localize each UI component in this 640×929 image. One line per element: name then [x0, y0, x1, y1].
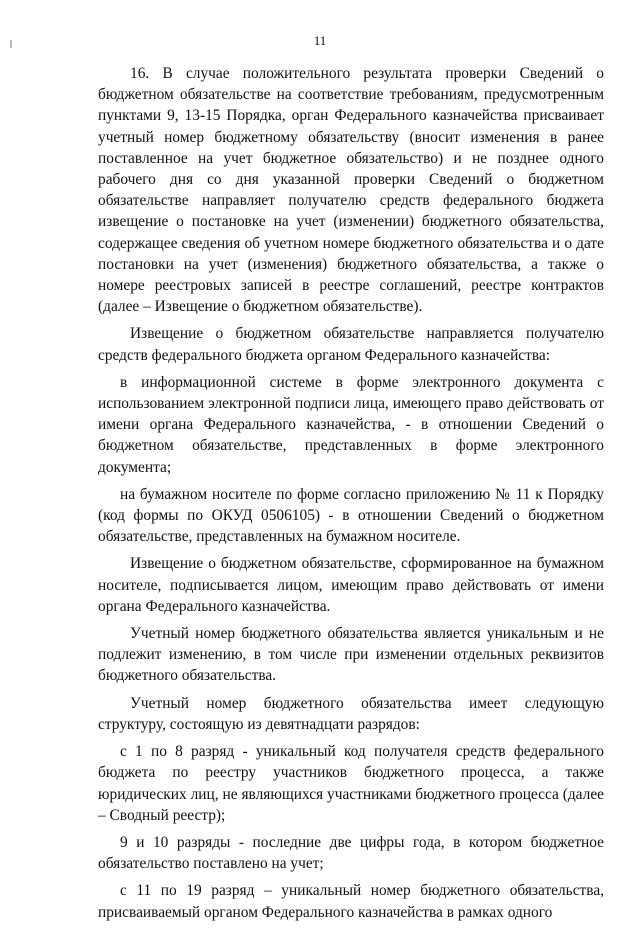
paragraph-number-structure: Учетный номер бюджетного обязательства имеет следующую структуру, состоящую из девятнадцати разрядов:	[98, 694, 604, 733]
page-number: 11	[313, 33, 327, 48]
paragraph-paper-signing: Извещение о бюджетном обязательстве, сформированное на бумажном носителе, подписывается лицом, имеющим право действовать от имени органа Федерального казначейства.	[98, 555, 604, 615]
paragraph-digits-9-10: 9 и 10 разряды - последние две цифры года, в котором бюджетное обязательство поставлено на учет;	[98, 833, 604, 873]
paragraph-number-unique: Учетный номер бюджетного обязательства является уникальным и не подлежит изменению, в том числе при изменении отдельных реквизитов бюджетного обязательства.	[98, 625, 604, 685]
document-body	[98, 63, 604, 929]
paragraph-paper-form: на бумажном носителе по форме согласно приложению № 11 к Порядку (код формы по ОКУД 0506105) - в отношении Сведений о бюджетном обязательстве, представленных на бумажном носителе.	[98, 485, 604, 546]
paragraph-notice-sending: Извещение о бюджетном обязательстве направляется получателю средств федерального бюджета органом Федерального казначейства:	[98, 325, 604, 364]
paragraph-digits-1-8: с 1 по 8 разряд - уникальный код получателя средств федерального бюджета по реестру участников бюджетного процесса, а также юридических лиц, не являющихся участниками бюджетного процесса (далее – Сводный реестр);	[98, 743, 604, 824]
paragraph-16: 16. В случае положительного результата проверки Сведений о бюджетном обязательстве на соответствие требованиям, предусмотренным пунктами 9, 13-15 Порядка, орган Федерального казначейства присваивает учетный номер бюджетному обязательству (вносит изменения в ранее поставленное на учет бюджетное обязательство) и не позднее одного рабочего дня со дня указанной проверки Сведений о бюджетном обязательстве направляет получателю средств федерального бюджета извещение о постановке на учет (изменении) бюджетного обязательства, содержащее сведения об учетном номере бюджетного обязательства и о дате постановки на учет (изменения) бюджетного обязательства, а также о номере реестровых записей в реестре соглашений, реестре контрактов (далее – Извещение о бюджетном обязательстве).	[98, 65, 604, 316]
paragraph-digits-11-19: с 11 по 19 разряд – уникальный номер бюджетного обязательства, присваиваемый органом Федерального казначейства в рамках одного	[98, 882, 604, 921]
paragraph-electronic-form: в информационной системе в форме электронного документа с использованием электронной подписи лица, имеющего право действовать от имени органа Федерального казначейства, - в отношении Сведений о бюджетном обязательстве, представленных в форме электронного документа;	[98, 373, 604, 476]
